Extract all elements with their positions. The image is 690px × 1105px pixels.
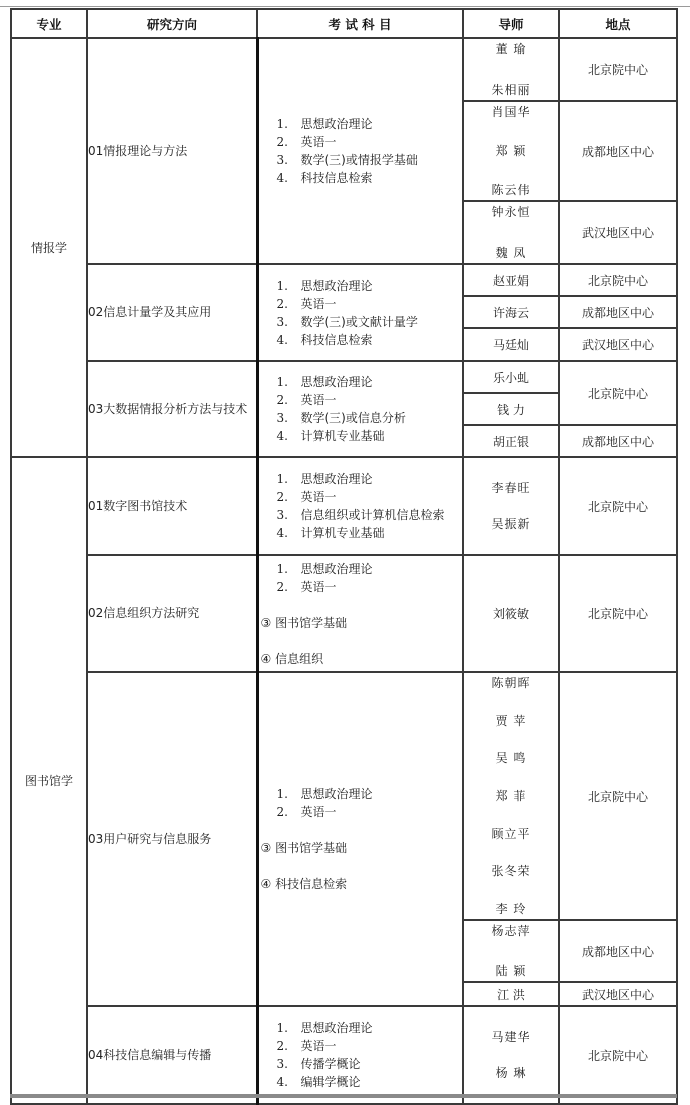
location-cell: 北京院中心 bbox=[559, 361, 677, 425]
advisor-name: 张冬荣 bbox=[491, 864, 531, 879]
subjects-cell bbox=[257, 457, 463, 555]
subjects-cell bbox=[257, 672, 463, 1006]
advisor-cell bbox=[463, 201, 559, 264]
subject-item: 3. 信息组织或计算机信息检索 bbox=[276, 508, 445, 522]
location-cell: 北京院中心 bbox=[559, 672, 677, 920]
direction-cell: 01数字图书馆技术 bbox=[87, 457, 257, 555]
subject-item-circled: ③ 图书馆学基础 bbox=[260, 841, 348, 855]
advisor-name: 杨 琳 bbox=[495, 1066, 527, 1080]
advisor-cell bbox=[463, 457, 559, 555]
advisor-cell: 刘筱敏 bbox=[463, 555, 559, 672]
advisor-name: 郑 颖 bbox=[495, 144, 527, 158]
subject-item: 2. 英语一 bbox=[276, 579, 337, 594]
table-row bbox=[11, 38, 677, 101]
subject-item: 1. 思想政治理论 bbox=[276, 561, 373, 576]
subject-item: 2. 英语一 bbox=[276, 805, 337, 819]
header-subjects: 考 试 科 目 bbox=[257, 9, 463, 38]
direction-cell: 03大数据情报分析方法与技术 bbox=[87, 361, 257, 457]
table-row bbox=[11, 361, 677, 393]
advisor-cell: 乐小虬 bbox=[463, 361, 559, 393]
subject-item: 2. 英语一 bbox=[276, 490, 337, 504]
advisor-name: 贾 苹 bbox=[495, 713, 527, 728]
location-cell: 成都地区中心 bbox=[559, 425, 677, 457]
advisor-cell: 赵亚娟 bbox=[463, 264, 559, 296]
subject-item-circled: ④ 信息组织 bbox=[260, 651, 324, 666]
table-header-row bbox=[11, 9, 677, 38]
location-cell: 北京院中心 bbox=[559, 1006, 677, 1104]
header-direction: 研究方向 bbox=[87, 9, 257, 38]
location-cell: 北京院中心 bbox=[559, 38, 677, 101]
subject-item: 3. 数学(三)或文献计量学 bbox=[276, 314, 418, 329]
subjects-cell bbox=[257, 555, 463, 672]
advisor-name: 顾立平 bbox=[491, 826, 531, 841]
advisor-cell: 胡正银 bbox=[463, 425, 559, 457]
subjects-cell bbox=[257, 1006, 463, 1104]
table-row bbox=[11, 264, 677, 296]
advisor-name: 钟永恒 bbox=[491, 205, 531, 219]
subject-item: 3. 传播学概论 bbox=[276, 1057, 361, 1071]
advisor-name: 魏 凤 bbox=[495, 246, 527, 260]
advisor-name: 朱相丽 bbox=[491, 83, 531, 97]
advisor-name: 杨志萍 bbox=[491, 924, 531, 938]
subject-item: 1. 思想政治理论 bbox=[276, 375, 373, 389]
direction-cell: 02信息组织方法研究 bbox=[87, 555, 257, 672]
location-cell: 武汉地区中心 bbox=[559, 328, 677, 361]
subject-item-circled: ③ 图书馆学基础 bbox=[260, 615, 348, 630]
advisor-name: 陆 颖 bbox=[495, 964, 527, 978]
advisor-name: 肖国华 bbox=[491, 105, 531, 119]
advisor-name: 陈云伟 bbox=[491, 183, 531, 197]
subjects-cell bbox=[257, 38, 463, 264]
table-row bbox=[11, 555, 677, 672]
direction-cell: 01情报理论与方法 bbox=[87, 38, 257, 264]
subject-item: 4. 计算机专业基础 bbox=[276, 429, 385, 443]
subject-item-circled: ④ 科技信息检索 bbox=[260, 877, 348, 891]
location-cell: 成都地区中心 bbox=[559, 101, 677, 201]
advisor-cell: 钱 力 bbox=[463, 393, 559, 425]
advisor-cell bbox=[463, 38, 559, 101]
major-cell: 情报学 bbox=[11, 38, 87, 457]
direction-cell: 02信息计量学及其应用 bbox=[87, 264, 257, 361]
subject-item: 2. 英语一 bbox=[276, 1039, 337, 1053]
location-cell: 北京院中心 bbox=[559, 264, 677, 296]
location-cell: 武汉地区中心 bbox=[559, 201, 677, 264]
location-cell: 北京院中心 bbox=[559, 555, 677, 672]
location-cell: 成都地区中心 bbox=[559, 296, 677, 328]
enrollment-table bbox=[10, 8, 678, 1105]
header-location: 地点 bbox=[559, 9, 677, 38]
table-row bbox=[11, 672, 677, 920]
subject-item: 1. 思想政治理论 bbox=[276, 787, 373, 801]
table-row bbox=[11, 457, 677, 555]
advisor-name: 董 瑜 bbox=[495, 42, 527, 56]
advisor-name: 吴振新 bbox=[491, 517, 531, 531]
subject-item: 4. 计算机专业基础 bbox=[276, 526, 385, 540]
advisor-name: 李 玲 bbox=[495, 901, 527, 916]
header-advisor: 导师 bbox=[463, 9, 559, 38]
advisor-name: 郑 菲 bbox=[495, 788, 527, 803]
location-cell: 成都地区中心 bbox=[559, 920, 677, 982]
advisor-name: 吴 鸣 bbox=[495, 751, 527, 766]
subject-item: 4. 科技信息检索 bbox=[276, 332, 373, 347]
subject-item: 1. 思想政治理论 bbox=[276, 278, 373, 293]
subject-item: 1. 思想政治理论 bbox=[276, 117, 373, 131]
subject-item: 4. 编辑学概论 bbox=[276, 1075, 361, 1089]
subject-item: 2. 英语一 bbox=[276, 135, 337, 149]
advisor-name: 李春旺 bbox=[491, 481, 531, 495]
direction-cell: 03用户研究与信息服务 bbox=[87, 672, 257, 1006]
subject-item: 4. 科技信息检索 bbox=[276, 171, 373, 185]
subject-item: 2. 英语一 bbox=[276, 393, 337, 407]
advisor-cell: 马廷灿 bbox=[463, 328, 559, 361]
subjects-cell bbox=[257, 264, 463, 361]
subject-item: 3. 数学(三)或情报学基础 bbox=[276, 153, 418, 167]
advisor-cell bbox=[463, 920, 559, 982]
header-major: 专业 bbox=[11, 9, 87, 38]
subject-item: 3. 数学(三)或信息分析 bbox=[276, 411, 406, 425]
advisor-cell: 江 洪 bbox=[463, 982, 559, 1006]
subject-item: 1. 思想政治理论 bbox=[276, 1021, 373, 1035]
subjects-cell bbox=[257, 361, 463, 457]
table-row bbox=[11, 1006, 677, 1104]
subject-item: 1. 思想政治理论 bbox=[276, 472, 373, 486]
advisor-name: 陈朝晖 bbox=[491, 676, 531, 690]
advisor-cell: 许海云 bbox=[463, 296, 559, 328]
advisor-name: 马建华 bbox=[491, 1030, 531, 1044]
location-cell: 武汉地区中心 bbox=[559, 982, 677, 1006]
major-cell: 图书馆学 bbox=[11, 457, 87, 1104]
page-top-edge bbox=[0, 0, 690, 7]
page-bottom-edge bbox=[10, 1094, 677, 1098]
direction-cell: 04科技信息编辑与传播 bbox=[87, 1006, 257, 1104]
advisor-cell bbox=[463, 101, 559, 201]
advisor-cell bbox=[463, 1006, 559, 1104]
subject-item: 2. 英语一 bbox=[276, 296, 337, 311]
location-cell: 北京院中心 bbox=[559, 457, 677, 555]
advisor-cell bbox=[463, 672, 559, 920]
